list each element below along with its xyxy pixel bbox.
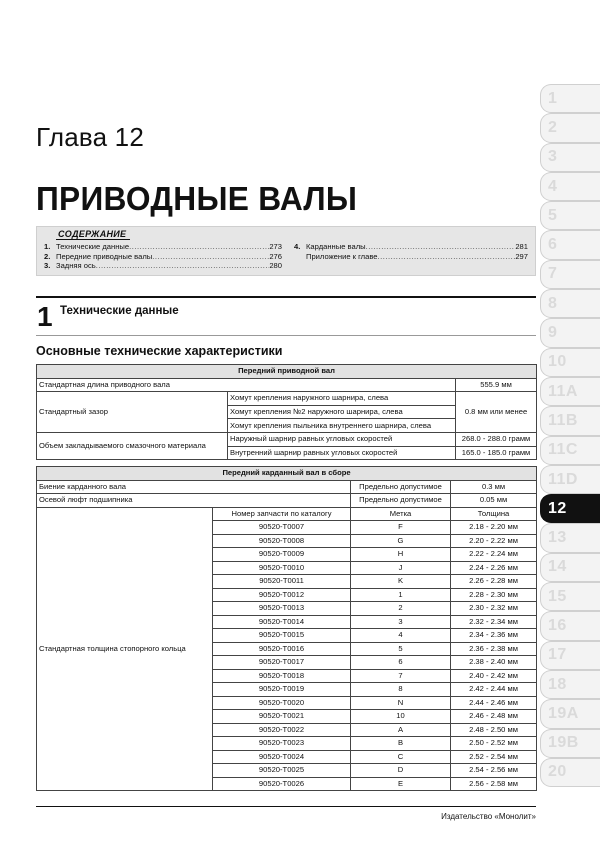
contents-header: СОДЕРЖАНИЕ [56,229,130,240]
table-cell: 90520-T0015 [213,629,351,643]
table-cell: 90520-T0017 [213,656,351,670]
table-cell: B [351,737,451,751]
table-cell: 90520-T0007 [213,521,351,535]
table-cell: 90520-T0016 [213,642,351,656]
table-cell: 90520-T0009 [213,548,351,562]
chapter-tab-15[interactable]: 15 [540,582,600,611]
table-row [37,507,537,521]
table-cell: 90520-T0026 [213,777,351,791]
chapter-tab-1[interactable]: 1 [540,84,600,113]
table-header: Передний приводной вал [37,365,537,379]
chapter-tab-17[interactable]: 17 [540,641,600,670]
chapter-tab-13[interactable]: 13 [540,523,600,552]
table-cell: 90520-T0020 [213,696,351,710]
table-cell: 2.32 - 2.34 мм [451,615,537,629]
column-header: Номер запчасти по каталогу [213,507,351,521]
contents-item-number: 4. [294,242,301,251]
table-cell: 2.24 - 2.26 мм [451,561,537,575]
table-cell: 2.44 - 2.46 мм [451,696,537,710]
table-cell: 90520-T0025 [213,764,351,778]
chapter-tab-2[interactable]: 2 [540,113,600,142]
table-cell: E [351,777,451,791]
contents-item-title: Приложение к главе [306,251,378,261]
contents-item[interactable] [294,242,528,252]
table-cell: G [351,534,451,548]
dot-leader [129,242,269,252]
column-header: Метка [351,507,451,521]
chapter-tab-8[interactable]: 8 [540,289,600,318]
subsection-title: Основные технические характеристики [36,344,283,358]
table-cell: 2.22 - 2.24 мм [451,548,537,562]
chapter-tab-4[interactable]: 4 [540,172,600,201]
table-cell: Хомут крепления №2 наружного шарнира, слева [228,405,456,419]
table-cell: 2.20 - 2.22 мм [451,534,537,548]
contents-left-column [44,242,282,271]
table-cell: Хомут крепления пыльника внутреннего шарнира, слева [228,419,456,433]
dot-leader [366,242,516,252]
table-cell: 2.18 - 2.20 мм [451,521,537,535]
chapter-tab-20[interactable]: 20 [540,758,600,787]
contents-item[interactable] [44,261,282,271]
chapter-tab-11b[interactable]: 11B [540,406,600,435]
table-row [37,480,537,494]
table-cell: 90520-T0021 [213,710,351,724]
table-cell: N [351,696,451,710]
table-cell: Предельно допустимое [351,494,451,508]
chapter-tab-11a[interactable]: 11A [540,377,600,406]
table-cell: 2.52 - 2.54 мм [451,750,537,764]
chapter-tab-3[interactable]: 3 [540,143,600,172]
chapter-tabs [540,84,600,787]
table-cell: 90520-T0023 [213,737,351,751]
table-cell: 90520-T0022 [213,723,351,737]
table-cell: 1 [351,588,451,602]
table-cell: F [351,521,451,535]
contents-item-title: Передние приводные валы [56,251,153,261]
table-row [37,494,537,508]
table-cell: 90520-T0014 [213,615,351,629]
table-cell: 90520-T0012 [213,588,351,602]
table-cell: 90520-T0008 [213,534,351,548]
contents-item[interactable] [44,242,282,252]
table-cell: 2 [351,602,451,616]
table-cell: 2.36 - 2.38 мм [451,642,537,656]
contents-right-column [294,242,528,261]
chapter-tab-11c[interactable]: 11C [540,436,600,465]
table-cell: 90520-T0011 [213,575,351,589]
table-cell: 0.05 мм [451,494,537,508]
table-cell: Объем закладываемого смазочного материала [37,432,228,459]
chapter-tab-7[interactable]: 7 [540,260,600,289]
publisher-footer: Издательство «Монолит» [441,812,536,821]
footer-divider [36,806,536,807]
contents-item-page: 297 [515,251,528,261]
drive-shaft-spec-table [36,364,537,460]
table-cell: D [351,764,451,778]
table-cell: 555.9 мм [456,378,537,392]
table-cell: 2.46 - 2.48 мм [451,710,537,724]
table-cell: 7 [351,669,451,683]
table-cell: 2.28 - 2.30 мм [451,588,537,602]
contents-item-title: Задняя ось [56,261,96,271]
table-row [37,392,537,406]
chapter-tab-18[interactable]: 18 [540,670,600,699]
contents-item-number: 1. [44,242,51,251]
contents-item-title: Карданные валы [306,242,366,251]
chapter-tab-12[interactable]: 12 [540,494,600,523]
table-cell: 6 [351,656,451,670]
table-cell: H [351,548,451,562]
table-cell: Осевой люфт подшипника [37,494,351,508]
table-cell: Стандартный зазор [37,392,228,433]
table-cell: 4 [351,629,451,643]
table-cell: 2.40 - 2.42 мм [451,669,537,683]
table-cell: 2.48 - 2.50 мм [451,723,537,737]
table-header: Передний карданный вал в сборе [37,467,537,481]
contents-item[interactable] [44,252,282,262]
chapter-tab-19a[interactable]: 19A [540,699,600,728]
dot-leader [378,252,516,262]
chapter-label: Глава 12 [36,122,144,152]
table-cell: 90520-T0024 [213,750,351,764]
table-cell: 2.38 - 2.40 мм [451,656,537,670]
chapter-tab-16[interactable]: 16 [540,611,600,640]
contents-item-page: 280 [269,261,282,271]
chapter-tab-5[interactable]: 5 [540,201,600,230]
table-cell: C [351,750,451,764]
table-cell: 268.0 - 288.0 грамм [456,432,537,446]
section-title: Технические данные [60,305,179,317]
dot-leader [96,261,270,271]
table-cell: 2.50 - 2.52 мм [451,737,537,751]
table-cell: 2.26 - 2.28 мм [451,575,537,589]
table-cell: 2.42 - 2.44 мм [451,683,537,697]
contents-item-page: 276 [269,251,282,261]
contents-item[interactable] [294,252,528,262]
table-cell: 90520-T0010 [213,561,351,575]
contents-item-number: 2. [44,251,51,261]
table-cell: 0.3 мм [451,480,537,494]
table-cell: K [351,575,451,589]
table-cell: A [351,723,451,737]
table-cell: Наружный шарнир равных угловых скоростей [228,432,456,446]
table-row [37,378,537,392]
chapter-tab-14[interactable]: 14 [540,553,600,582]
table-cell: 2.54 - 2.56 мм [451,764,537,778]
table-cell: Предельно допустимое [351,480,451,494]
table-cell: J [351,561,451,575]
contents-item-page: 281 [515,242,528,251]
chapter-tab-6[interactable]: 6 [540,230,600,259]
chapter-tab-9[interactable]: 9 [540,318,600,347]
chapter-tab-11d[interactable]: 11D [540,465,600,494]
contents-item-number: 3. [44,261,51,271]
table-cell: 90520-T0013 [213,602,351,616]
contents-item-number [294,252,306,262]
table-cell: 90520-T0019 [213,683,351,697]
table-cell: Стандартная толщина стопорного кольца [37,507,213,791]
section-divider-thin [36,335,536,336]
table-cell: 2.34 - 2.36 мм [451,629,537,643]
chapter-title: ПРИВОДНЫЕ ВАЛЫ [36,180,358,217]
column-header: Толщина [451,507,537,521]
contents-item-page: 273 [269,242,282,251]
chapter-tab-19b[interactable]: 19B [540,729,600,758]
table-cell: Внутренний шарнир равных угловых скоростей [228,446,456,460]
table-cell: 8 [351,683,451,697]
propeller-shaft-spec-table [36,466,537,791]
table-cell: Биение карданного вала [37,480,351,494]
chapter-tab-10[interactable]: 10 [540,348,600,377]
table-cell: Стандартная длина приводного вала [37,378,456,392]
table-row [37,432,537,446]
section-divider [36,296,536,298]
table-cell: 3 [351,615,451,629]
contents-item-title: Технические данные [56,242,130,251]
table-cell: 2.56 - 2.58 мм [451,777,537,791]
table-cell: 2.30 - 2.32 мм [451,602,537,616]
table-cell: 90520-T0018 [213,669,351,683]
section-number: 1 [37,301,53,332]
table-cell: 10 [351,710,451,724]
table-cell: Хомут крепления наружного шарнира, слева [228,392,456,406]
table-cell: 0.8 мм или менее [456,392,537,433]
dot-leader [152,252,269,262]
table-cell: 165.0 - 185.0 грамм [456,446,537,460]
table-cell: 5 [351,642,451,656]
